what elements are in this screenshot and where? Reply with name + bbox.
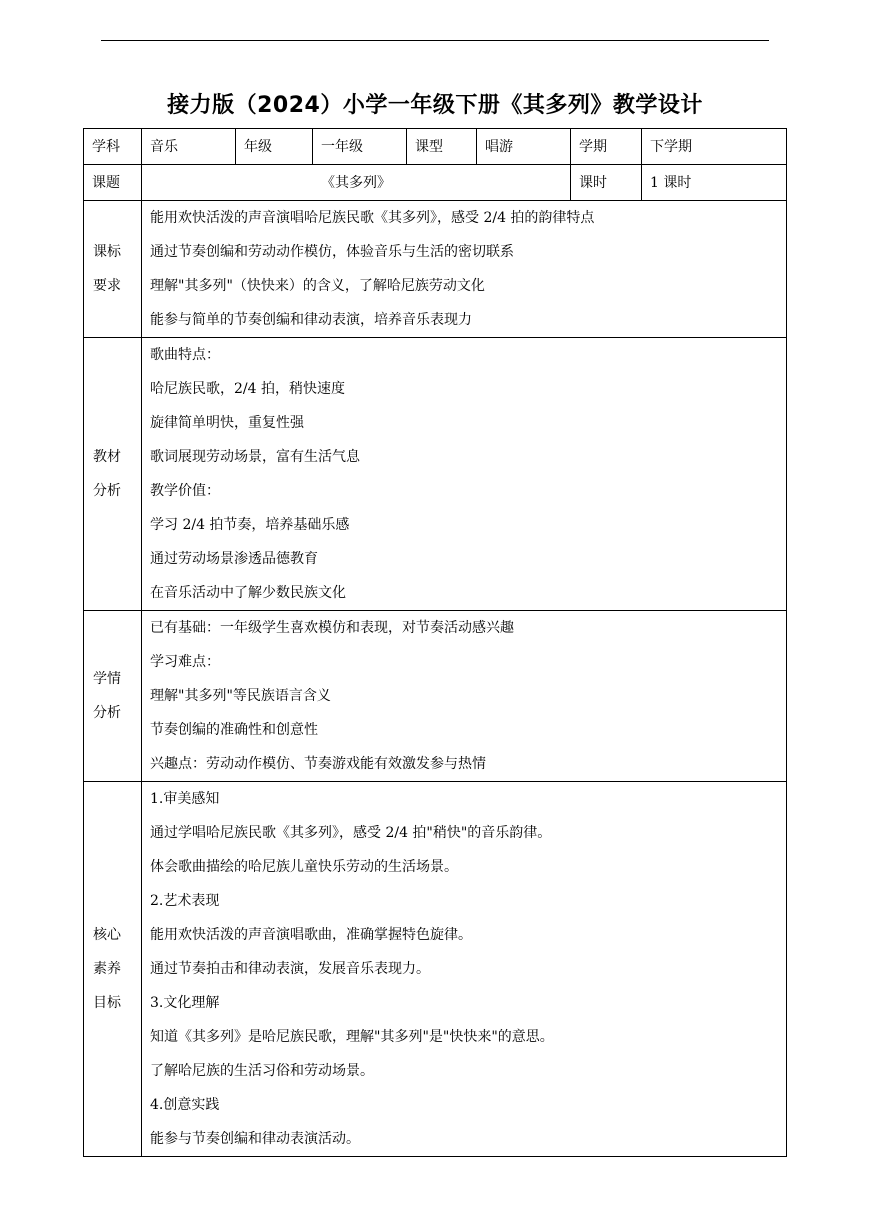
- section-content: [142, 338, 787, 611]
- section-label-line: 学情: [93, 671, 121, 687]
- content-line: 1.审美感知: [150, 791, 220, 807]
- section-label-line: 核心: [93, 927, 121, 943]
- topic-label: 课题: [84, 165, 142, 201]
- section-label: [84, 338, 142, 611]
- topic-value: 《其多列》: [142, 165, 571, 201]
- section-label-line: 分析: [93, 483, 121, 499]
- document-title: 接力版（2024）小学一年级下册《其多列》教学设计: [167, 93, 703, 118]
- hours-label: 课时: [571, 165, 642, 201]
- content-line: 歌曲特点：: [150, 347, 220, 363]
- content-line: 理解"其多列"等民族语言含义: [150, 688, 331, 704]
- content-line: 4.创意实践: [150, 1097, 220, 1113]
- type-value: 唱游: [477, 129, 571, 165]
- section-label-line: 素养: [93, 961, 121, 977]
- section-content: [142, 201, 787, 338]
- content-line: 通过节奏拍击和律动表演，发展音乐表现力。: [150, 961, 430, 977]
- content-line: 旋律简单明快，重复性强: [150, 415, 304, 431]
- content-line: 2.艺术表现: [150, 893, 220, 909]
- section-label: [84, 611, 142, 782]
- content-line: 能参与节奏创编和律动表演活动。: [150, 1131, 360, 1147]
- content-line: 知道《其多列》是哈尼族民歌，理解"其多列"是"快快来"的意思。: [150, 1029, 554, 1045]
- section-label-line: 要求: [93, 278, 121, 294]
- hours-value: 1 课时: [642, 165, 787, 201]
- section-label-line: 分析: [93, 705, 121, 721]
- content-line: 理解"其多列"（快快来）的含义，了解哈尼族劳动文化: [150, 278, 485, 294]
- content-line: 兴趣点：劳动动作模仿、节奏游戏能有效激发参与热情: [150, 756, 486, 772]
- section-label-line: 教材: [93, 449, 121, 465]
- topic-row: [84, 165, 787, 201]
- content-line: 教学价值：: [150, 483, 220, 499]
- content-line: 歌词展现劳动场景，富有生活气息: [150, 449, 360, 465]
- content-line: 通过学唱哈尼族民歌《其多列》，感受 2/4 拍"稍快"的音乐韵律。: [150, 825, 552, 841]
- content-line: 体会歌曲描绘的哈尼族儿童快乐劳动的生活场景。: [150, 859, 458, 875]
- content-line: 通过劳动场景渗透品德教育: [150, 551, 318, 567]
- content-line: 在音乐活动中了解少数民族文化: [150, 585, 346, 601]
- section-label-line: 目标: [93, 995, 121, 1011]
- content-line: 能用欢快活泼的声音演唱哈尼族民歌《其多列》，感受 2/4 拍的韵律特点: [150, 210, 595, 226]
- grade-label: 年级: [236, 129, 313, 165]
- section-row-material: [84, 338, 787, 611]
- term-label: 学期: [571, 129, 642, 165]
- content-line: 哈尼族民歌，2/4 拍，稍快速度: [150, 381, 345, 397]
- header-rule: [101, 40, 769, 41]
- section-label-line: 课标: [93, 244, 121, 260]
- content-line: 能参与简单的节奏创编和律动表演，培养音乐表现力: [150, 312, 472, 328]
- section-content: [142, 782, 787, 1157]
- content-line: 了解哈尼族的生活习俗和劳动场景。: [150, 1063, 374, 1079]
- content-line: 能用欢快活泼的声音演唱歌曲，准确掌握特色旋律。: [150, 927, 472, 943]
- section-row-students: [84, 611, 787, 782]
- term-value: 下学期: [642, 129, 787, 165]
- content-line: 学习难点：: [150, 654, 220, 670]
- section-row-core-literacy: [84, 782, 787, 1157]
- section-label: [84, 782, 142, 1157]
- grade-value: 一年级: [313, 129, 407, 165]
- content-line: 已有基础：一年级学生喜欢模仿和表现，对节奏活动感兴趣: [150, 620, 514, 636]
- content-line: 通过节奏创编和劳动动作模仿，体验音乐与生活的密切联系: [150, 244, 514, 260]
- section-content: [142, 611, 787, 782]
- section-label: [84, 201, 142, 338]
- content-line: 节奏创编的准确性和创意性: [150, 722, 318, 738]
- content-line: 3.文化理解: [150, 995, 220, 1011]
- subject-value: 音乐: [142, 129, 236, 165]
- section-row-standards: [84, 201, 787, 338]
- type-label: 课型: [407, 129, 477, 165]
- info-row: [84, 129, 787, 165]
- subject-label: 学科: [84, 129, 142, 165]
- content-line: 学习 2/4 拍节奏，培养基础乐感: [150, 517, 350, 533]
- lesson-plan-table: [83, 128, 787, 1157]
